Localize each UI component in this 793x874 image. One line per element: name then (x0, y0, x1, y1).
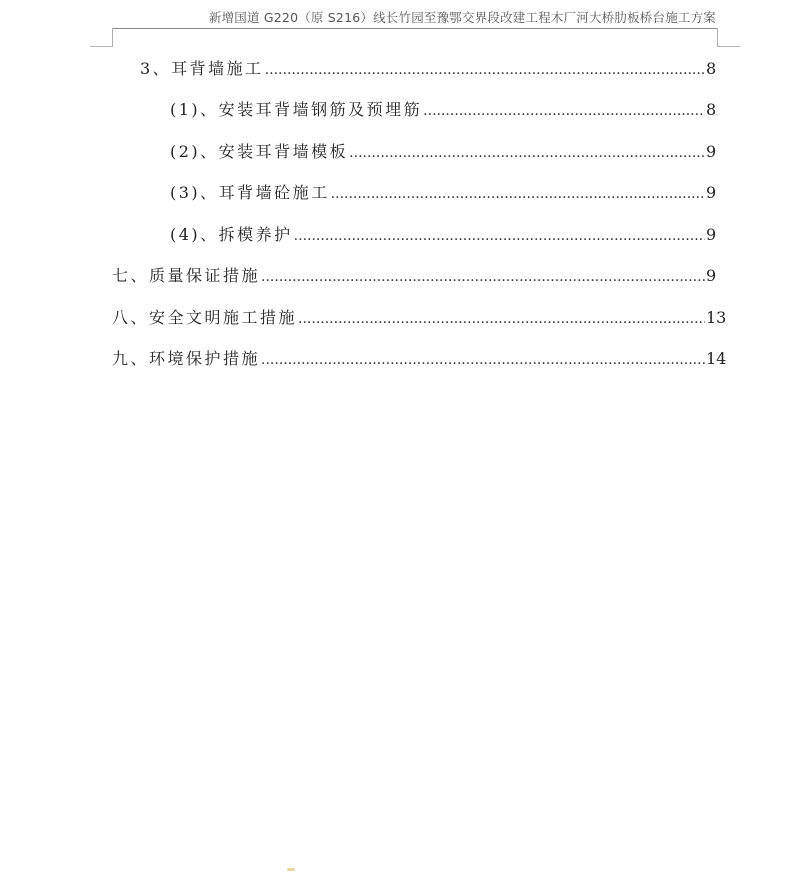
toc-entry[interactable] (112, 347, 727, 371)
toc-page-number: 13 (706, 308, 727, 327)
toc-leader-dots (294, 224, 705, 248)
toc-entry-label: (2)、安装耳背墙模板 (170, 142, 349, 161)
toc-leader-dots (261, 265, 705, 289)
toc-page-number: 14 (706, 349, 727, 368)
toc-page-number: 8 (706, 59, 717, 78)
toc-leader-dots (331, 182, 705, 206)
toc-page-number: 9 (706, 225, 717, 244)
toc-entry[interactable] (112, 264, 716, 288)
toc-page-number: 9 (706, 142, 717, 161)
margin-corner-mark-right (717, 28, 740, 47)
toc-entry-label: (1)、安装耳背墙钢筋及预埋筋 (170, 100, 423, 119)
toc-leader-dots (423, 99, 705, 123)
footer-mark (287, 868, 295, 871)
toc-entry-label: 八、安全文明施工措施 (112, 308, 298, 327)
toc-entry[interactable] (170, 223, 716, 247)
toc-entry[interactable] (170, 98, 716, 122)
toc-entry-label: 九、环境保护措施 (112, 349, 261, 368)
toc-page-number: 9 (706, 183, 717, 202)
running-header: 新增国道 G220（原 S216）线长竹园至豫鄂交界段改建工程木厂河大桥肋板桥台施工方案 (208, 10, 716, 25)
toc-leader-dots (261, 348, 705, 372)
toc-page-number: 8 (706, 100, 717, 119)
toc-entry[interactable] (112, 306, 727, 330)
header-rule (112, 28, 717, 29)
toc-leader-dots (298, 307, 705, 331)
toc-leader-dots (349, 141, 705, 165)
toc-entry-label: 3、耳背墙施工 (140, 59, 264, 78)
toc-leader-dots (265, 58, 705, 82)
toc-entry-label: 七、质量保证措施 (112, 266, 261, 285)
toc-entry[interactable] (140, 57, 716, 81)
toc-entry[interactable] (170, 181, 716, 205)
toc-page-number: 9 (706, 266, 717, 285)
toc-entry-label: (3)、耳背墙砼施工 (170, 183, 330, 202)
toc-entry[interactable] (170, 140, 716, 164)
margin-corner-mark-left (90, 28, 113, 47)
toc-entry-label: (4)、拆模养护 (170, 225, 293, 244)
